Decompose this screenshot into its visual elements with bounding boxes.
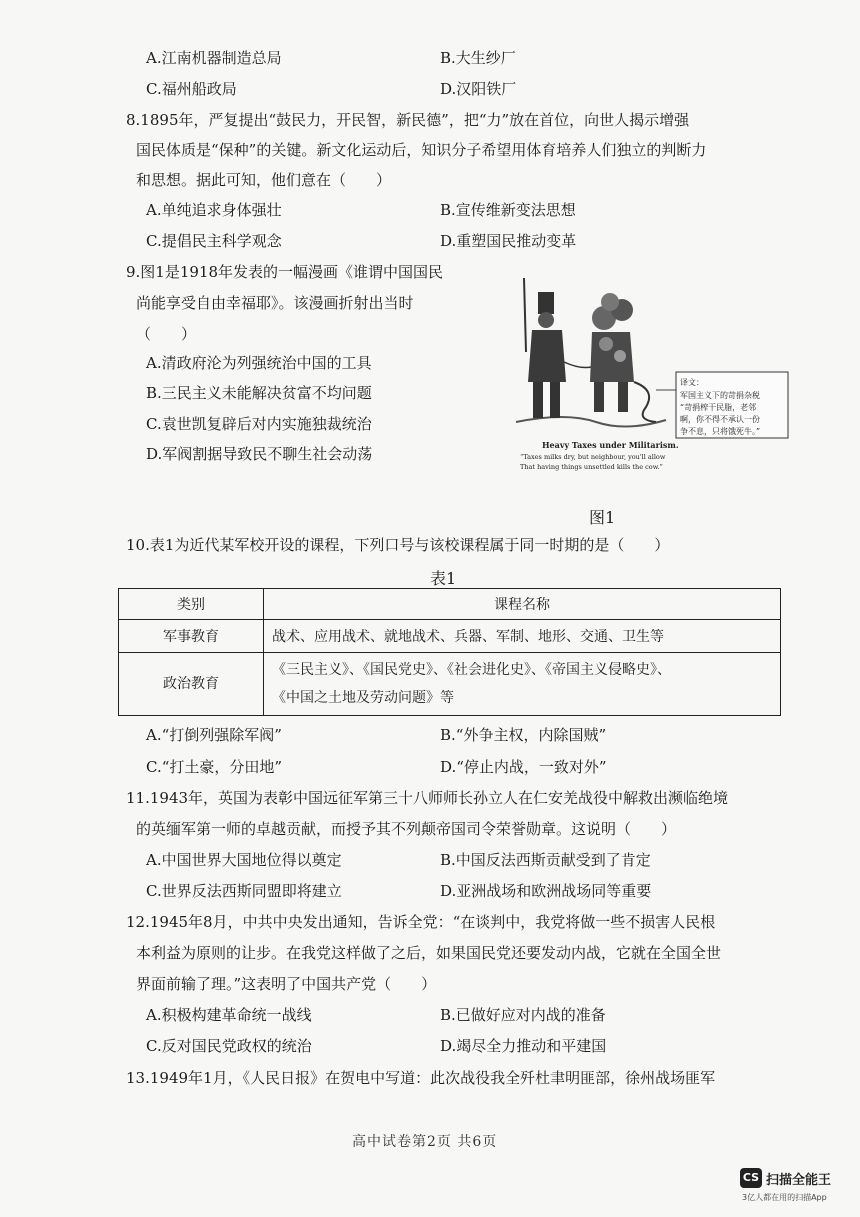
q9-option-d: D.军阀割据导致民不聊生社会动荡: [146, 445, 373, 463]
q11-option-b: B.中国反法西斯贡献受到了肯定: [440, 851, 651, 869]
q12-stem-line3: 界面前输了理。”这表明了中国共产党（ ）: [136, 975, 437, 993]
scanner-logo-icon: CS: [740, 1168, 762, 1188]
table-cell-category: 军事教育: [119, 620, 264, 653]
q7-option-a: A.江南机器制造总局: [146, 49, 282, 67]
q11-option-a: A.中国世界大国地位得以奠定: [146, 851, 342, 869]
table-header-category: 类别: [119, 589, 264, 620]
scanner-slogan: 3亿人都在用的扫描App: [742, 1193, 827, 1202]
cartoon-caption-line1: “Taxes milks dry, but neighbour, you'll allow: [520, 453, 666, 461]
q10-option-c: C.“打土豪，分田地”: [146, 758, 283, 776]
scanner-watermark: [738, 1166, 848, 1206]
q8-option-c: C.提倡民主科学观念: [146, 232, 282, 250]
translation-line3: 啊，你不得不承认一份: [680, 415, 760, 424]
cartoon-caption-title: Heavy Taxes under Militarism.: [542, 440, 679, 450]
table-row: [119, 620, 781, 653]
q11-stem-line1: 11.1943年，英国为表彰中国远征军第三十八师师长孙立人在仁安羌战役中解救出濒临绝境: [126, 789, 729, 807]
q8-stem-line1: 8.1895年，严复提出“鼓民力，开民智，新民德”，把“力”放在首位，向世人揭示增强: [126, 111, 690, 129]
translation-head: 译文：: [680, 378, 704, 387]
q8-stem-line2: 国民体质是“保种”的关键。新文化运动后，知识分子希望用体育培养人们独立的判断力: [136, 141, 707, 159]
q9-stem-line2: 尚能享受自由幸福耶》。该漫画折射出当时: [136, 294, 414, 312]
q9-option-a: A.清政府沦为列强统治中国的工具: [146, 354, 372, 372]
q10-stem-line1: 10.表1为近代某军校开设的课程，下列口号与该校课程属于同一时期的是（ ）: [126, 536, 670, 554]
translation-line1: 军国主义下的苛捐杂税: [680, 391, 760, 400]
q12-stem-line1: 12.1945年8月，中共中央发出通知，告诉全党：“在谈判中，我党将做一些不损害人民根: [126, 913, 716, 931]
cartoon-caption-line2: That having things unsettled kills the cow.”: [520, 463, 663, 471]
table-row: [119, 653, 781, 716]
q11-option-d: D.亚洲战场和欧洲战场同等重要: [440, 882, 652, 900]
q8-option-a: A.单纯追求身体强壮: [146, 201, 282, 219]
q11-stem-line2: 的英缅军第一师的卓越贡献，而授予其不列颠帝国司令荣誉勋章。这说明（ ）: [136, 820, 677, 838]
q10-option-b: B.“外争主权，内除国贼”: [440, 726, 607, 744]
q13-stem-line1: 13.1949年1月，《人民日报》在贺电中写道：此次战役我全歼杜聿明匪部，徐州战场匪军: [126, 1069, 716, 1087]
page-footer: 高中试卷第2页 共6页: [352, 1134, 498, 1150]
q7-option-c: C.福州船政局: [146, 80, 237, 98]
q10-option-a: A.“打倒列强除军阀”: [146, 726, 282, 744]
figure-1-label: 图1: [589, 508, 616, 527]
table-cell-category: 政治教育: [119, 653, 264, 716]
table-header-course: 课程名称: [264, 589, 781, 620]
q12-option-a: A.积极构建革命统一战线: [146, 1006, 312, 1024]
translation-line4: 争不息，只将饿死牛。”: [680, 427, 761, 436]
table-cell-courses: 战术、应用战术、就地战术、兵器、军制、地形、交通、卫生等: [264, 620, 781, 653]
q7-option-b: B.大生纱厂: [440, 49, 516, 67]
cartoon-figure: [506, 272, 792, 480]
q9-stem-line3: （ ）: [136, 325, 197, 343]
q12-stem-line2: 本利益为原则的让步。在我党这样做了之后，如果国民党还要发动内战，它就在全国全世: [136, 944, 722, 962]
q12-option-d: D.竭尽全力推动和平建国: [440, 1037, 607, 1055]
table-cell-courses-line1: 《三民主义》、《国民党史》、《社会进化史》、《帝国主义侵略史》、: [272, 662, 671, 678]
q8-option-d: D.重塑国民推动变革: [440, 232, 577, 250]
q9-option-c: C.袁世凯复辟后对内实施独裁统治: [146, 415, 372, 433]
q9-stem-line1: 9.图1是1918年发表的一幅漫画《谁谓中国国民: [126, 263, 444, 281]
q12-option-b: B.已做好应对内战的准备: [440, 1006, 606, 1024]
table-1-title: 表1: [430, 569, 457, 588]
q9-option-b: B.三民主义未能解决贫富不均问题: [146, 384, 372, 402]
scanner-app-name: 扫描全能王: [766, 1173, 832, 1188]
translation-line2: “苛捐榨干民脂，老邻: [680, 403, 757, 412]
q11-option-c: C.世界反法西斯同盟即将建立: [146, 882, 342, 900]
q12-option-c: C.反对国民党政权的统治: [146, 1037, 312, 1055]
course-table: [118, 588, 781, 716]
table-cell-courses: [264, 653, 781, 716]
q8-option-b: B.宣传维新变法思想: [440, 201, 576, 219]
q10-option-d: D.“停止内战，一致对外”: [440, 758, 607, 776]
q7-option-d: D.汉阳铁厂: [440, 80, 517, 98]
q8-stem-line3: 和思想。据此可知，他们意在（ ）: [136, 171, 392, 189]
table-cell-courses-line2: 《中国之土地及劳动问题》等: [272, 690, 454, 706]
